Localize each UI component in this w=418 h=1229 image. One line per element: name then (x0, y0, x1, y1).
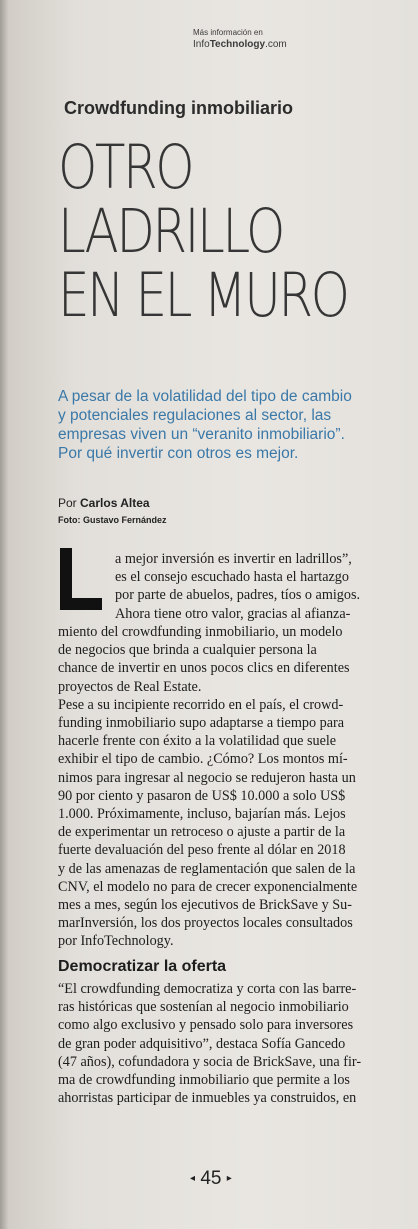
subhead: Democratizar la oferta (58, 958, 227, 975)
body-line: por InfoTechnology. (58, 933, 174, 950)
site-pre: Info (193, 39, 210, 50)
site-post: .com (265, 39, 287, 50)
body-line: marInversión, los dos proyectos locales consultados (58, 915, 353, 932)
body-line: a mejor inversión es invertir en ladrillos”, (115, 551, 352, 567)
headline-line: LADRILLO (58, 196, 283, 267)
body-line: chance de invertir en unos pocos clics en diferentes (58, 660, 350, 677)
body-line: Pese a su incipiente recorrido en el país, el crowd- (58, 696, 344, 713)
body-line: ras históricas que sostenían al negocio inmobiliario (58, 999, 349, 1016)
body-line: exhibir el tipo de cambio. ¿Cómo? Los montos mí- (58, 751, 348, 768)
body-line: nimos para ingresar al negocio se redujeron hasta un (58, 769, 356, 786)
body-paragraph-2 (58, 980, 361, 1107)
byline (58, 496, 150, 510)
body-line: por parte de abuelos, padres, tíos o amigos. (115, 587, 361, 604)
body-line: y de las amenazas de reglamentación que salen de la (58, 860, 356, 877)
body-line: 1.000. Próximamente, incluso, bajarían más. Lejos (58, 806, 346, 823)
body-line: de gran poder adquisitivo”, destaca Sofía Gancedo (58, 1035, 346, 1052)
next-page-arrow-icon[interactable]: ▸ (226, 1173, 232, 1184)
headline-line: OTRO (58, 132, 193, 203)
body-line: ahorristas participar de inmuebles ya construidos, en (58, 1090, 357, 1107)
site-bold: Technology (209, 39, 266, 50)
body-line: Ahora tiene otro valor, gracias al afianza- (115, 605, 351, 622)
lead-line: A pesar de la volatilidad del tipo de cambio (58, 388, 352, 405)
lead-line: Por qué invertir con otros es mejor. (58, 445, 299, 462)
page-number-value: 45 (200, 1168, 222, 1189)
section-label: Crowdfunding inmobiliario (64, 98, 293, 118)
page-gutter-shadow (0, 0, 8, 1229)
body-line: ma de crowdfunding inmobiliario que permite a los (58, 1072, 350, 1089)
lead-line: y potenciales regulaciones al sector, las (58, 407, 332, 424)
body-line: funding inmobiliario supo adaptarse a tiempo para (58, 715, 345, 732)
lead-paragraph (58, 387, 378, 463)
body-line: (47 años), cofundadora y socia de BrickSave, una fir- (58, 1053, 362, 1070)
more-info-label: Más información en (193, 28, 263, 37)
body-line: mes a mes, según los ejecutivos de BrickSave y Su- (58, 897, 352, 914)
body-line: de experimentar un retroceso o ajuste a partir de la (58, 824, 346, 841)
byline-prefix: Por (58, 496, 81, 510)
body-line: hacerle frente con éxito a la volatilidad que suele (58, 733, 337, 750)
page-number (190, 1168, 232, 1190)
prev-page-arrow-icon[interactable]: ◂ (190, 1173, 196, 1184)
body-line: CNV, el modelo no para de crecer exponencialmente (58, 878, 358, 895)
body-line: de negocios que brinda a cualquier persona la (58, 642, 317, 659)
dropcap-paragraph (58, 550, 360, 623)
headline (58, 132, 348, 331)
body-line: proyectos de Real Estate. (58, 678, 202, 695)
body-paragraph (58, 623, 357, 951)
body-line: como algo exclusivo y pensado solo para inversores (58, 1017, 354, 1034)
headline-line: EN EL MURO (58, 260, 348, 331)
byline-author: Carlos Altea (80, 496, 150, 510)
photo-credit: Foto: Gustavo Fernández (58, 515, 167, 525)
body-line: miento del crowdfunding inmobiliario, un modelo (58, 624, 343, 640)
body-line: es el consejo escuchado hasta el hartazgo (115, 569, 349, 586)
body-line: fuerte devaluación del peso frente al dólar en 2018 (58, 842, 346, 859)
site-link[interactable] (193, 39, 287, 50)
more-info-block (193, 28, 287, 50)
lead-line: empresas viven un “veranito inmobiliario”. (58, 426, 345, 443)
body-line: “El crowdfunding democratiza y corta con las barre- (58, 981, 357, 997)
body-line: 90 por ciento y pasaron de US$ 10.000 a solo US$ (58, 787, 346, 804)
